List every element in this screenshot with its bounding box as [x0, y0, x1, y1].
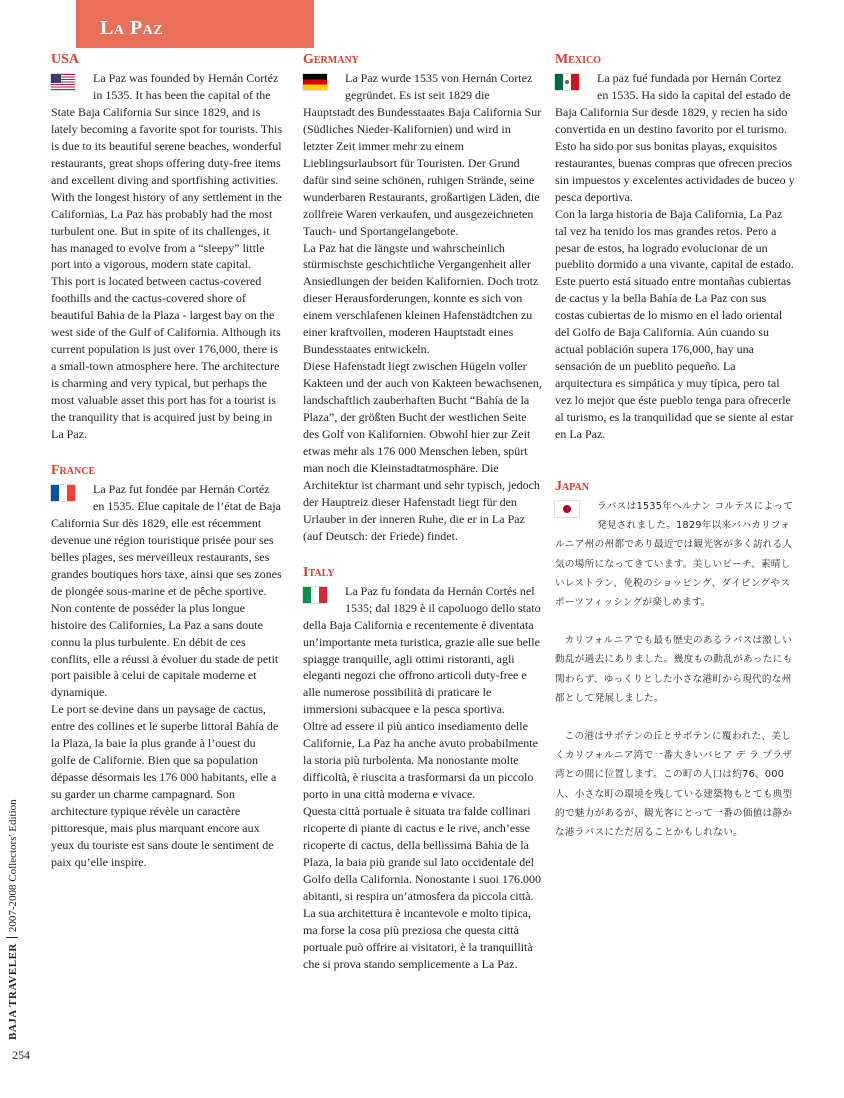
paragraph: La Paz fut fondée par Hernán Cortéz en 1535. Elue capitale de l’état de Baja California Sur dès 1829, elle est récemment devenue une région touristique prisée pour ses belles plages, ses merveilleux restaurants, ses grandes boutiques hors taxe, ainsi que ses zones de plongée sous-marine et de pêche sportive. [51, 481, 282, 598]
italy-flag-icon [303, 587, 327, 603]
column-right [555, 50, 795, 842]
section-usa [51, 50, 283, 443]
us-flag-icon [51, 74, 75, 90]
mexico-flag-icon [555, 74, 579, 90]
germany-flag-icon [303, 74, 327, 90]
section-heading-mexico: Mexico [555, 52, 601, 67]
section-france [51, 461, 283, 871]
paragraph: Oltre ad essere il più antico insediamento delle Californie, La Paz ha anche avuto probabilmente la storia più turbolenta. Ma nonostante molte difficoltà, è riuscita a trasformarsi da un piccolo porto in una città moderna e vivace. [303, 719, 538, 802]
paragraph: ラパスは1535年ヘルナン コルテスによって発見されました。1829年以来バハカリフォルニア州の州都であり最近では観光客が多く訪れる人気の場所になってきています。美しいビーチ、素晴しいレストラン、免税のショッピング、ダイビングやスポーツフィッシングが楽しめます。 [555, 500, 794, 608]
france-flag-icon [51, 485, 75, 501]
section-heading-usa: USA [51, 52, 80, 67]
column-middle [303, 50, 543, 973]
paragraph: This port is located between cactus-covered foothills and the cactus-covered shore of beautiful Bahia de la Plaza - largest bay on the west side of the Gulf of California. Although its current population is just over 176,000, there is a small-town atmosphere here. The architecture is charming and very typical, but perhaps the most valuable asset this port has for a tourist is the tranquility that is acquired just by being in La Paz. [51, 274, 281, 442]
paragraph: Non contente de posséder la plus longue histoire des Californies, La Paz a sans doute connu la plus turbulente. En débit de ces conflits, elle a réussi à évoluer du stade de petit port paisible à celui de capitale moderne et dynamique. [51, 600, 279, 700]
paragraph: La Paz hat die längste und wahrscheinlich stürmischste geschichtliche Vergangenheit aller Ansiedlungen der beiden Kalifornien. Doch trotz dieser Herausforderungen, konnte es sich von einem verschlafenen kleinen Hafenstädtchen zu einer kraftvollen, moderen Hauptstadt eines Bundesstaates entwickeln. [303, 240, 539, 357]
paragraph: Le port se devine dans un paysage de cactus, entre des collines et le superbe littoral Bahía de la Plaza, la baie la plus grande à l’ouest du golfe de Californie. Bien que sa population dépasse désormais les 176 000 habitants, elle a su garder un charme campagnard. Son architecture typique révèle un caractère pittoresque, mais plus marquant encore aux yeux du touriste est sans doute le sentiment de paix qu’elle inspire. [51, 702, 279, 869]
section-japan [555, 477, 795, 842]
paragraph: カリフォルニアでも最も歴史のあるラパスは激しい動乱が過去にありました。幾度もの動乱があったにも関わらず、ゆっくりとした小さな港町から現代的な州都として発展しました。 [555, 635, 793, 704]
japan-flag-icon [555, 501, 579, 517]
paragraph: Questa città portuale è situata tra falde collinari ricoperte di piante di cactus e le rive, anch’esse ricoperte di cactus, della bellissima Bahia de la Plaza, la baia più grande sul lato occidentale del Golfo della California. Nonostante i suoi 176.000 abitanti, si respira un’atmosfera da piccola città. La sua architettura è incantevole e molto tipica, ma forse la cosa più preziosa che questa città portuale può offrire ai visitatori, è la tranquillità che si prova stando semplicemente a La Paz. [303, 804, 541, 971]
section-heading-germany: Germany [303, 52, 359, 67]
paragraph: With the longest history of any settlement in the Californias, La Paz has probably had the most turbulent one. But in spite of its challenges, it has managed to evolve from a “sleepy” little port into a vigorous, modern state capital. [51, 189, 282, 272]
page-title: La Paz [76, 0, 314, 48]
column-left [51, 50, 283, 871]
paragraph: Diese Hafenstadt liegt zwischen Hügeln voller Kakteen und der auch von Kakteen bewachsenen, landschaftlich zauberhaften Bucht “Bahía de la Plaza”, der größten Bucht der westlichen Seite des Golf von Kalifornien. Obwohl hier zur Zeit etwas mehr als 176 000 Menschen leben, spürt man noch die Kleinstadtatmosphäre. Die Architektur ist charmant und sehr typisch, jedoch der Hauptreiz dieser Hafenstadt liegt für den Urlauber in der inneren Ruhe, die er in La Paz (auf Deutsch: der Friede) findet. [303, 359, 542, 543]
paragraph: この港はサボテンの丘とサボテンに覆われた、美しくカリフォルニア湾で一番大きいバヒア デ ラ プラザ湾との間に位置します。この町の人口は約76、000人、小さな町の環境を残している建築物もとても典型的で魅力があるが、観光客にとって一番の価値は静かな港ラパスにただ居ることかもしれない。 [555, 731, 793, 839]
section-heading-france: France [51, 462, 96, 478]
paragraph: La Paz wurde 1535 von Hernán Cortez gegründet. Es ist seit 1829 die Hauptstadt des Bundesstaates Baja California Sur (Südliches Nieder-Kalifornien) und wird in letzter Zeit immer mehr zu einem Lieblingsurlaubsort für Touristen. Der Grund dafür sind seine schönen, ruhigen Strände, seine wunderbaren Restaurants, großartigen Läden, die zollfreie Waren verkaufen, und ausgezeichneten Tauch- und Sportangelangebote. [303, 71, 542, 238]
section-italy [303, 563, 543, 973]
paragraph: La Paz fu fondata da Hernán Cortés nel 1535; dal 1829 è il capoluogo dello stato della Baja California e recentemente è diventata un’importante meta turistica, grazie alle sue belle spiagge tranquille, agli ottimi ristoranti, agli eleganti negozi che offrono articoli duty-free e alle numerose possibilità di praticare le immersioni subacquee e la pesca sportiva. [303, 583, 541, 717]
divider [6, 937, 18, 938]
paragraph: La Paz was founded by Hernán Cortéz in 1535. It has been the capital of the State Baja California Sur since 1829, and is lately becoming a favorite spot for tourists. This is due to its beautiful serene beaches, wonderful restaurants, great shops offering duty-free items and excellent diving and sportfishing activities. [51, 71, 283, 187]
publication-brand: BAJA TRAVELER [7, 943, 19, 1040]
paragraph: Con la larga historia de Baja California, La Paz tal vez ha tenido los mas grandes retos. Pero a pesar de estos, ha logrado evolucionar de un pueblito dormido a una vivante, capital de estado. [555, 206, 794, 272]
sidebar-publication [4, 799, 22, 1040]
paragraph: La paz fué fundada por Hernán Cortez en 1535. Ha sido la capital del estado de Baja California Sur desde 1829, y recien ha sido convertida en un destino favorito por el turismo. Esto ha sido por sus bonitas playas, exquisitos restaurantes, buenas compras que ofrecen precios sin impuestos y excelentes actividades de buceo y pesca deportiva. [555, 71, 795, 204]
section-heading-japan: Japan [555, 478, 590, 494]
section-heading-italy: Italy [303, 564, 335, 580]
section-germany [303, 50, 543, 545]
page-number: 254 [12, 1048, 30, 1062]
section-mexico [555, 50, 795, 443]
paragraph: Este puerto está situado entre montañas cubiertas de cactus y la bella Bahía de La Paz con sus costas cubiertas de lo mismo en el lado oriental del Golfo de Baja California. Aún cuando su actual población supera 176,000, hay una sensación de un pueblito pequeño. La arquitectura es simpática y muy típica, pero tal vez lo mejor que éste pueblo tenga para ofrecerle al turismo, es la tranquilidad que se siente al estar en La Paz. [555, 274, 794, 442]
edition-label: 2007-2008 Collectors' Edition [7, 799, 19, 933]
